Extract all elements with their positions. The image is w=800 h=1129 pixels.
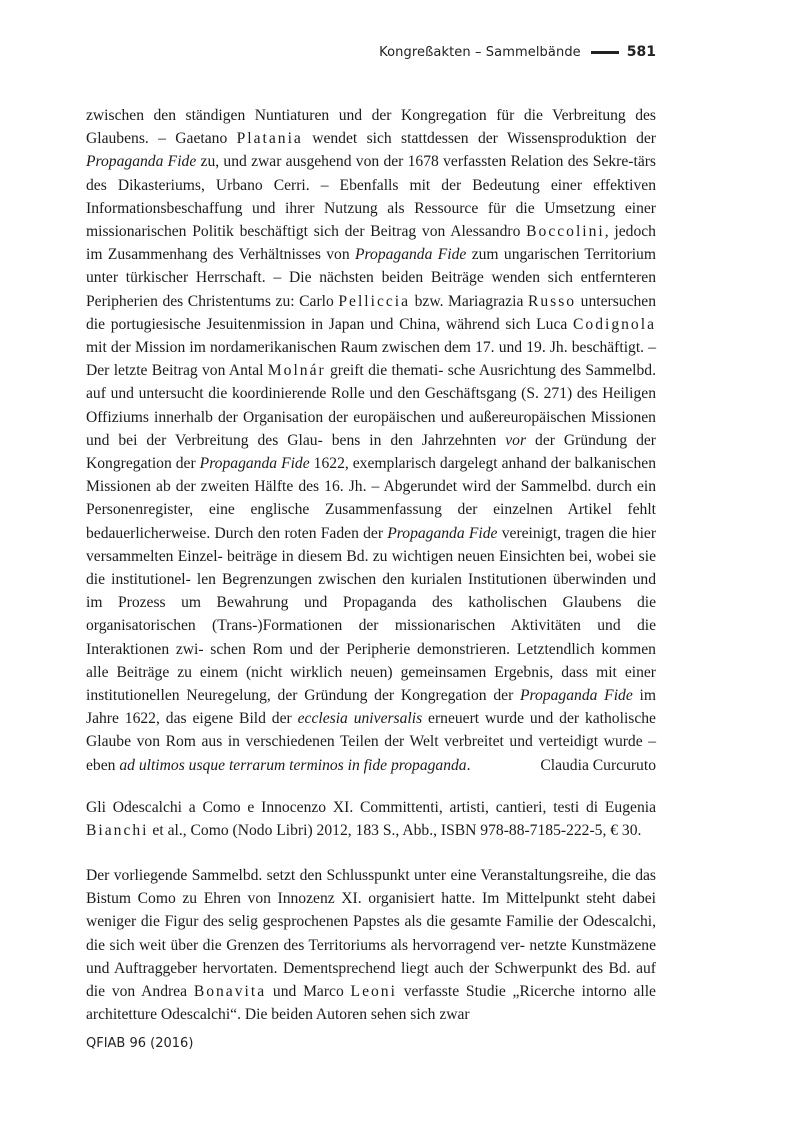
author-name: Russo (527, 292, 577, 310)
review-2-citation: Gli Odescalchi a Como e Innocenzo XI. Committenti, artisti, cantieri, testi di Eugenia Bianchi et al., Como (Nodo Libri) 2012, 183 S., Abb., ISBN 978-88-7185-222-5, € 30. (86, 799, 656, 840)
author-name: Molnár (267, 362, 326, 380)
running-head-section: Kongreßakten – Sammelbände (379, 44, 581, 60)
reviewer-signature: Claudia Curcuruto (540, 756, 656, 774)
page-number: 581 (626, 44, 656, 60)
review-2-body: Der vorliegende Sammelbd. setzt den Schlusspunkt unter eine Veranstaltungsreihe, die das Bistum Como zu Ehren von Innozenz XI. organisiert hatte. Im Mittelpunkt steht dabei weniger die Figur des selig gesprochenen Papstes als die gesamte Familie der Odescalchi, die sich weit über die Grenzen des Territoriums als hervorragend ver- netzte Kunstmäzene und Auftraggeber hervortaten. Dementsprechend liegt auch der Schwerpunkt des Bd. auf die von Andrea Bonavita und Marco Leoni verfasste Studie „Ricerche intorno alle architetture Odescalchi“. Die beiden Autoren sehen sich zwar (86, 867, 657, 1024)
author-name: Boccolini (526, 223, 605, 241)
editor-name: Bianchi (86, 822, 149, 840)
author-name: Bonavita (193, 983, 267, 1001)
author-name: Pelliccia (338, 292, 411, 310)
running-head (379, 44, 656, 60)
running-head-rule (591, 51, 619, 54)
review-1-paragraph: zwischen den ständigen Nuntiaturen und der Kongregation für die Verbreitung des Glaubens. – Gaetano Platania wendet sich stattdessen der Wissensproduktion der Propaganda Fide zu, und zwar ausgehend von der 1678 verfassten Relation des Sekre-tärs des Dikasteriums, Urbano Cerri. – Ebenfalls mit der Bedeutung einer effektiven Informationsbeschaffung und ihrer Nutzung als Ressource für die Umsetzung einer missionarischen Politik beschäftigt sich der Beitrag von Alessandro Boccolini, jedoch im Zusammenhang des Verhältnisses von Propaganda Fide zum ungarischen Territorium unter türkischer Herrschaft. – Die nächsten beiden Beiträge wenden sich entfernteren Peripherien des Christentums zu: Carlo Pelliccia bzw. Mariagrazia Russo untersuchen die portugiesische Jesuitenmission in Japan und China, während sich Luca Codignola mit der Mission im nordamerikanischen Raum zwischen dem 17. und 19. Jh. beschäftigt. – Der letzte Beitrag von Antal Molnár greift die themati- sche Ausrichtung des Sammelbd. auf und untersucht die koordinierende Rolle und den Geschäftsgang (S. 271) des Heiligen Offiziums innerhalb der Organisation der europäischen und außereuropäischen Missionen und bei der Verbreitung des Glau- bens in den Jahrzehnten vor der Gründung der Kongregation der Propaganda Fide 1622, exemplarisch dargelegt anhand der balkanischen Missionen ab der zweiten Hälfte des 16. Jh. – Abgerundet wird der Sammelbd. durch ein Personenregister, eine englische Zusammenfassung der einzelnen Artikel fehlt bedauerlicherweise. Durch den roten Faden der Propaganda Fide vereinigt, tragen die hier versammelten Einzel- beiträge in diesem Bd. zu wichtigen neuen Einsichten bei, wobei sie die institutionel- len Begrenzungen zwischen den kurialen Institutionen überwinden und im Prozess um Bewahrung und Propaganda des katholischen Glaubens die organisatorischen (Trans-)Formationen der missionarischen Aktivitäten und die Interaktionen zwi- schen Rom und der Peripherie demonstrieren. Letztendlich kommen alle Beiträge zu einem (nicht wirklich neuen) gemeinsamen Ergebnis, dass mit einer institutionellen Neuregelung, der Gründung der Kongregation der Propaganda Fide im Jahre 1622, das eigene Bild der ecclesia universalis erneuert wurde und der katholische Glaube von Rom aus in verschiedenen Teilen der Welt verbreitet und verteidigt wurde – eben ad ultimos usque terrarum terminos in fide propaganda. Claudia Curcuruto (86, 104, 656, 777)
review-1-body (86, 104, 656, 777)
author-name: Codignola (573, 315, 656, 333)
author-name: Platania (236, 130, 303, 148)
author-name: Leoni (350, 983, 397, 1001)
journal-footer: QFIAB 96 (2016) (86, 1036, 194, 1051)
